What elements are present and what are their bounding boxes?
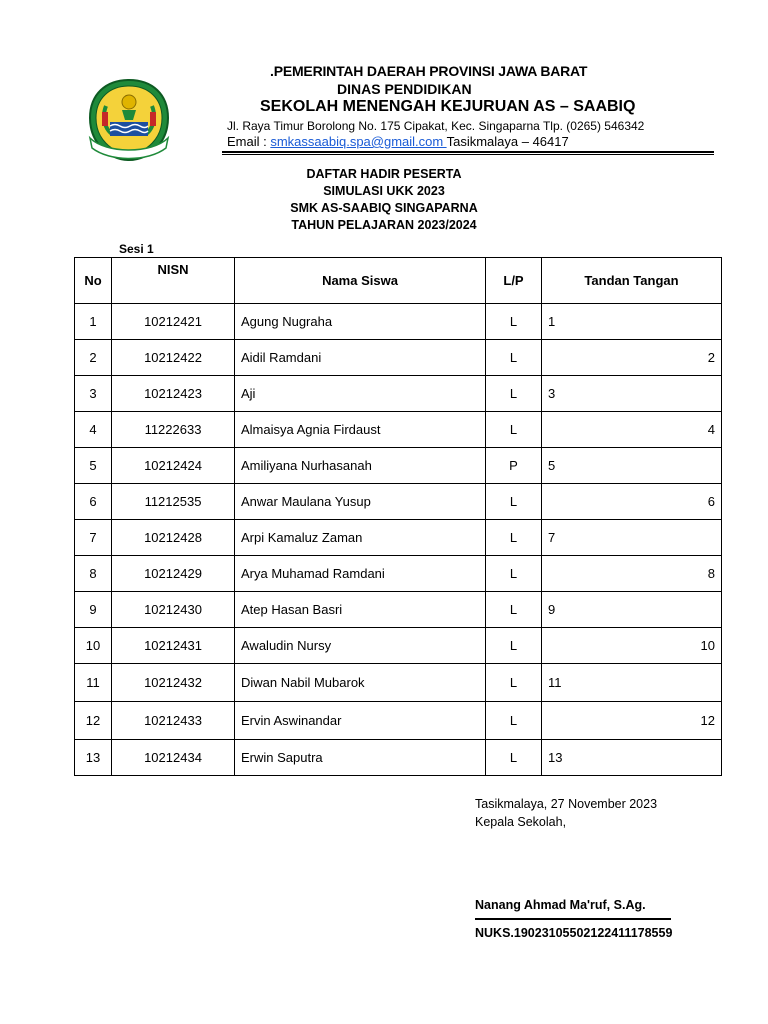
row-name: Aidil Ramdani [235,340,486,376]
row-no: 5 [75,448,112,484]
email-link[interactable]: smkassaabiq.spa@gmail.com [270,134,447,149]
header-name: Nama Siswa [235,258,486,304]
row-no: 2 [75,340,112,376]
row-signature: 7 [542,520,722,556]
table-row [75,556,722,592]
row-no: 9 [75,592,112,628]
row-no: 11 [75,664,112,702]
row-gender: L [486,556,542,592]
row-gender: L [486,740,542,776]
row-name: Almaisya Agnia Firdaust [235,412,486,448]
signer-name: Nanang Ahmad Ma'ruf, S.Ag. [475,898,646,912]
row-nisn: 10212429 [112,556,235,592]
row-signature: 11 [542,664,722,702]
table-row [75,664,722,702]
row-name: Amiliyana Nurhasanah [235,448,486,484]
document-school: SMK AS-SAABIQ SINGAPARNA [290,201,478,215]
row-no: 1 [75,304,112,340]
signer-role: Kepala Sekolah, [475,815,567,829]
row-no: 13 [75,740,112,776]
attendance-table [74,257,722,776]
row-name: Anwar Maulana Yusup [235,484,486,520]
document-subtitle: SIMULASI UKK 2023 [323,184,445,198]
row-nisn: 10212424 [112,448,235,484]
header-signature: Tandan Tangan [542,258,722,304]
table-row [75,520,722,556]
row-signature: 10 [542,628,722,664]
table-row [75,702,722,740]
table-row [75,592,722,628]
email-label: Email : [227,134,271,149]
school-name: SEKOLAH MENENGAH KEJURUAN AS – SAABIQ [260,98,636,115]
table-row [75,448,722,484]
row-signature: 1 [542,304,722,340]
row-no: 4 [75,412,112,448]
city-zip: Tasikmalaya – 46417 [446,134,569,149]
signature-rule [475,918,671,920]
row-signature: 12 [542,702,722,740]
row-nisn: 10212431 [112,628,235,664]
row-signature: 6 [542,484,722,520]
row-name: Arya Muhamad Ramdani [235,556,486,592]
row-nisn: 10212422 [112,340,235,376]
table-row [75,340,722,376]
row-name: Aji [235,376,486,412]
row-signature: 9 [542,592,722,628]
document-title: DAFTAR HADIR PESERTA [306,167,462,181]
row-nisn: 11222633 [112,412,235,448]
row-nisn: 10212423 [112,376,235,412]
row-gender: L [486,702,542,740]
row-nisn: 10212434 [112,740,235,776]
row-gender: L [486,628,542,664]
header-nisn: NISN [112,258,235,304]
table-row [75,740,722,776]
row-name: Arpi Kamaluz Zaman [235,520,486,556]
row-signature: 13 [542,740,722,776]
row-gender: L [486,592,542,628]
row-gender: L [486,376,542,412]
row-gender: L [486,412,542,448]
contact-line [227,134,569,149]
row-gender: L [486,520,542,556]
row-nisn: 10212430 [112,592,235,628]
row-gender: L [486,484,542,520]
government-line: .PEMERINTAH DAERAH PROVINSI JAWA BARAT [270,63,588,79]
row-name: Awaludin Nursy [235,628,486,664]
table-row [75,376,722,412]
row-no: 7 [75,520,112,556]
header-gender: L/P [486,258,542,304]
row-nisn: 11212535 [112,484,235,520]
row-no: 10 [75,628,112,664]
table-row [75,412,722,448]
row-gender: L [486,664,542,702]
department-line: DINAS PENDIDIKAN [337,81,472,97]
letterhead-rule-thin [222,154,714,155]
row-name: Atep Hasan Basri [235,592,486,628]
row-no: 8 [75,556,112,592]
school-logo-icon [86,76,172,164]
row-name: Erwin Saputra [235,740,486,776]
row-name: Ervin Aswinandar [235,702,486,740]
row-signature: 4 [542,412,722,448]
row-name: Diwan Nabil Mubarok [235,664,486,702]
letterhead-rule [222,151,714,153]
row-nisn: 10212433 [112,702,235,740]
document-year: TAHUN PELAJARAN 2023/2024 [291,218,477,232]
row-no: 6 [75,484,112,520]
row-no: 3 [75,376,112,412]
table-row [75,304,722,340]
header-no: No [75,258,112,304]
session-label: Sesi 1 [119,242,154,256]
row-name: Agung Nugraha [235,304,486,340]
table-row [75,628,722,664]
row-signature: 5 [542,448,722,484]
row-no: 12 [75,702,112,740]
row-gender: L [486,340,542,376]
table-row [75,484,722,520]
row-signature: 8 [542,556,722,592]
row-nisn: 10212428 [112,520,235,556]
place-date: Tasikmalaya, 27 November 2023 [475,797,658,811]
row-signature: 3 [542,376,722,412]
row-signature: 2 [542,340,722,376]
signer-nuks: NUKS.19023105502122411178559 [475,926,673,940]
row-gender: P [486,448,542,484]
row-nisn: 10212421 [112,304,235,340]
school-address: Jl. Raya Timur Borolong No. 175 Cipakat, Kec. Singaparna Tlp. (0265) 546342 [227,119,645,133]
row-gender: L [486,304,542,340]
table-header-row [75,258,722,304]
row-nisn: 10212432 [112,664,235,702]
